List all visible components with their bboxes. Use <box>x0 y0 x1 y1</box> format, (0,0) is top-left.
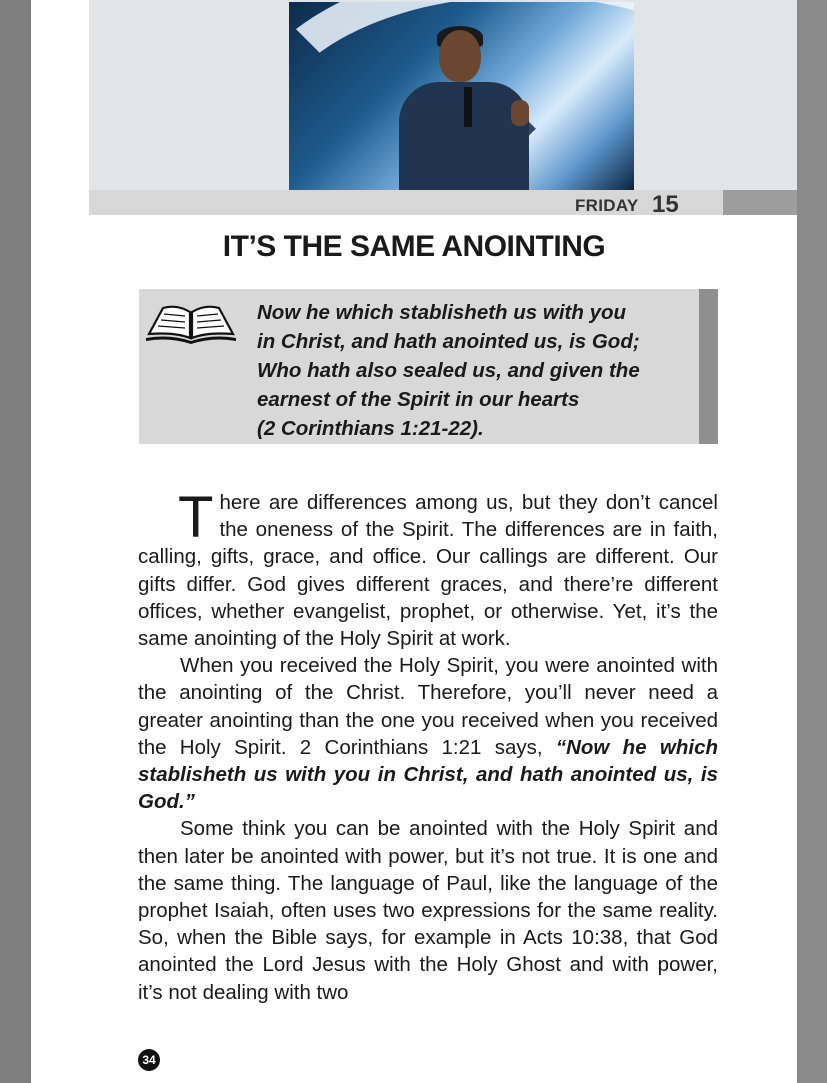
open-book-icon <box>143 300 239 344</box>
scripture-reference: (2 Corinthians 1:21-22). <box>257 417 484 440</box>
paragraph-text: Some think you can be anointed with the Holy Spirit and then later be anointed with power, but it’s not true. It is one and the same thing. The language of Paul, like the language of the prophet Isaiah, often uses two expressions for the same reality. So, when the Bible says, for example in Acts 10:38, that God anointed the Lord Jesus with the Holy Ghost and with power, it’s not dealing with two <box>138 817 718 1004</box>
scripture-line: Now he which stablisheth us with you <box>257 301 627 324</box>
paragraph <box>138 652 718 815</box>
speaker-photo <box>289 2 634 190</box>
scripture-text <box>257 298 697 443</box>
scripture-line: Who hath also sealed us, and given the <box>257 359 640 382</box>
paragraph <box>138 485 718 652</box>
day-label: FRIDAY <box>575 196 639 215</box>
speaker-hand <box>511 100 529 126</box>
microphone <box>464 87 472 127</box>
day-bar-accent <box>723 190 797 215</box>
scripture-line: in Christ, and hath anointed us, is God; <box>257 330 640 353</box>
page-title: IT’S THE SAME ANOINTING <box>222 230 606 263</box>
bible-quote: “Now he which stablisheth us with you in Christ, and hath anointed us, is God.” <box>138 735 718 814</box>
scripture-box-edge <box>699 289 718 444</box>
article-body <box>138 485 718 1006</box>
paragraph-text: When you received the Holy Spirit, you were anointed with the anointing of the Christ. Therefore, you’ll never need a greater anointing than the one you received when you received the Holy Spirit. 2 Corinthians 1:21 says, <box>138 654 718 759</box>
scripture-line: earnest of the Spirit in our hearts <box>257 388 580 411</box>
page-number: 34 <box>138 1049 160 1071</box>
paragraph-text: here are differences among us, but they don’t cancel the oneness of the Spirit. The differences are in faith, calling, gifts, grace, and office. Our callings are different. Our gifts differ. God gives different graces, and there’re different offices, whether evangelist, prophet, or otherwise. Yet, it’s the same anointing of the Holy Spirit at work. <box>138 491 718 651</box>
drop-cap: T <box>178 485 214 550</box>
paragraph <box>138 815 718 1005</box>
speaker-head <box>439 30 481 82</box>
day-number: 15 <box>652 191 679 218</box>
right-margin-strip <box>797 0 827 1083</box>
